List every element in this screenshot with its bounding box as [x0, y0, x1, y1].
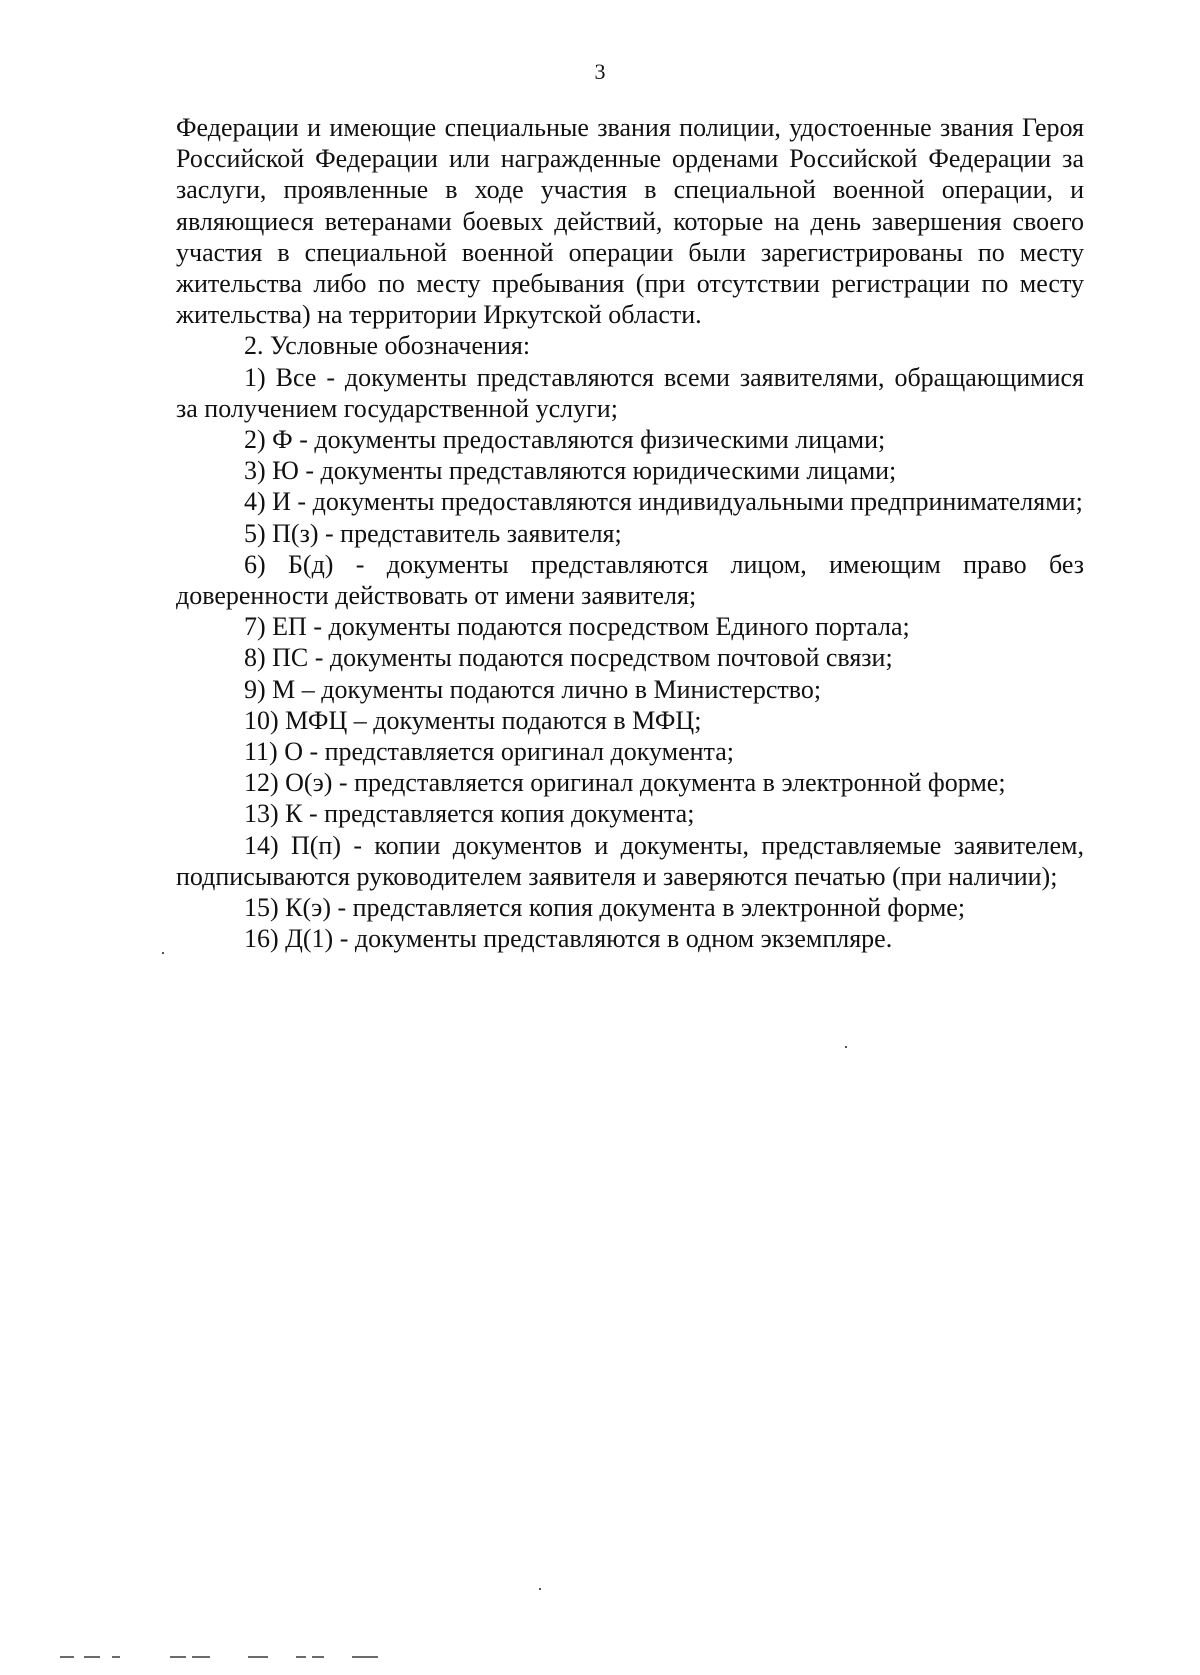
legend-item-1: 1) Все - документы представляются всеми заявителями, обращающимися за получением государственной услуги; — [176, 362, 1084, 423]
scan-edge-mark — [192, 1656, 210, 1658]
scan-edge-mark — [60, 1656, 74, 1658]
legend-item-6: 6) Б(д) - документы представляются лицом, имеющим право без доверенности действовать от имени заявителя; — [176, 549, 1084, 611]
scan-speck — [162, 952, 164, 954]
scan-edge-mark — [84, 1656, 100, 1658]
scan-edge-mark — [112, 1656, 120, 1658]
legend-item-14: 14) П(п) - копии документов и документы, представляемые заявителем, подписываются руководителем заявителя и заверяются печатью (при наличии); — [176, 830, 1084, 891]
legend-item-12: 12) О(э) - представляется оригинал документа в электронной форме; — [244, 768, 1006, 798]
legend-item-2: 2) Ф - документы предоставляются физическими лицами; — [244, 425, 886, 455]
legend-item-8: 8) ПС - документы подаются посредством почтовой связи; — [244, 643, 893, 673]
scan-speck — [539, 1588, 541, 1590]
legend-item-15: 15) К(э) - представляется копия документа в электронной форме; — [244, 893, 966, 923]
legend-item-13: 13) К - представляется копия документа; — [244, 799, 695, 829]
paragraph-continuation: Федерации и имеющие специальные звания полиции, удостоенные звания Героя Российской Федерации или награжденные орденами Российской Федерации за заслуги, проявленные в ходе участия в специальной военной операции, и являющиеся ветеранами боевых действий, которые на день завершения своего участия в специальной военной операции были зарегистрированы по месту жительства либо по месту пребывания (при отсутствии регистрации по месту жительства) на территории Иркутской области. — [176, 113, 1084, 330]
legend-item-5: 5) П(з) - представитель заявителя; — [244, 518, 622, 548]
legend-item-4: 4) И - документы предоставляются индивидуальными предпринимателями; — [244, 487, 1083, 517]
scan-edge-mark — [170, 1656, 186, 1658]
legend-item-7: 7) ЕП - документы подаются посредством Единого портала; — [244, 612, 910, 642]
legend-item-11: 11) О - представляется оригинал документа; — [244, 737, 734, 767]
document-body — [176, 112, 1084, 954]
legend-item-10: 10) МФЦ – документы подаются в МФЦ; — [244, 705, 702, 735]
scan-edge-mark — [312, 1656, 324, 1658]
legend-item-3: 3) Ю - документы представляются юридическими лицами; — [244, 456, 897, 486]
scan-edge-mark — [296, 1656, 306, 1658]
scan-edge-mark — [248, 1656, 268, 1658]
page-number: 3 — [594, 59, 606, 84]
scan-edge-mark — [352, 1656, 378, 1658]
scan-speck — [845, 1046, 847, 1048]
legend-item-9: 9) М – документы подаются лично в Министерство; — [244, 674, 822, 704]
paragraph-legend-heading: 2. Условные обозначения: — [244, 331, 531, 361]
legend-item-16: 16) Д(1) - документы представляются в одном экземпляре. — [244, 924, 893, 954]
